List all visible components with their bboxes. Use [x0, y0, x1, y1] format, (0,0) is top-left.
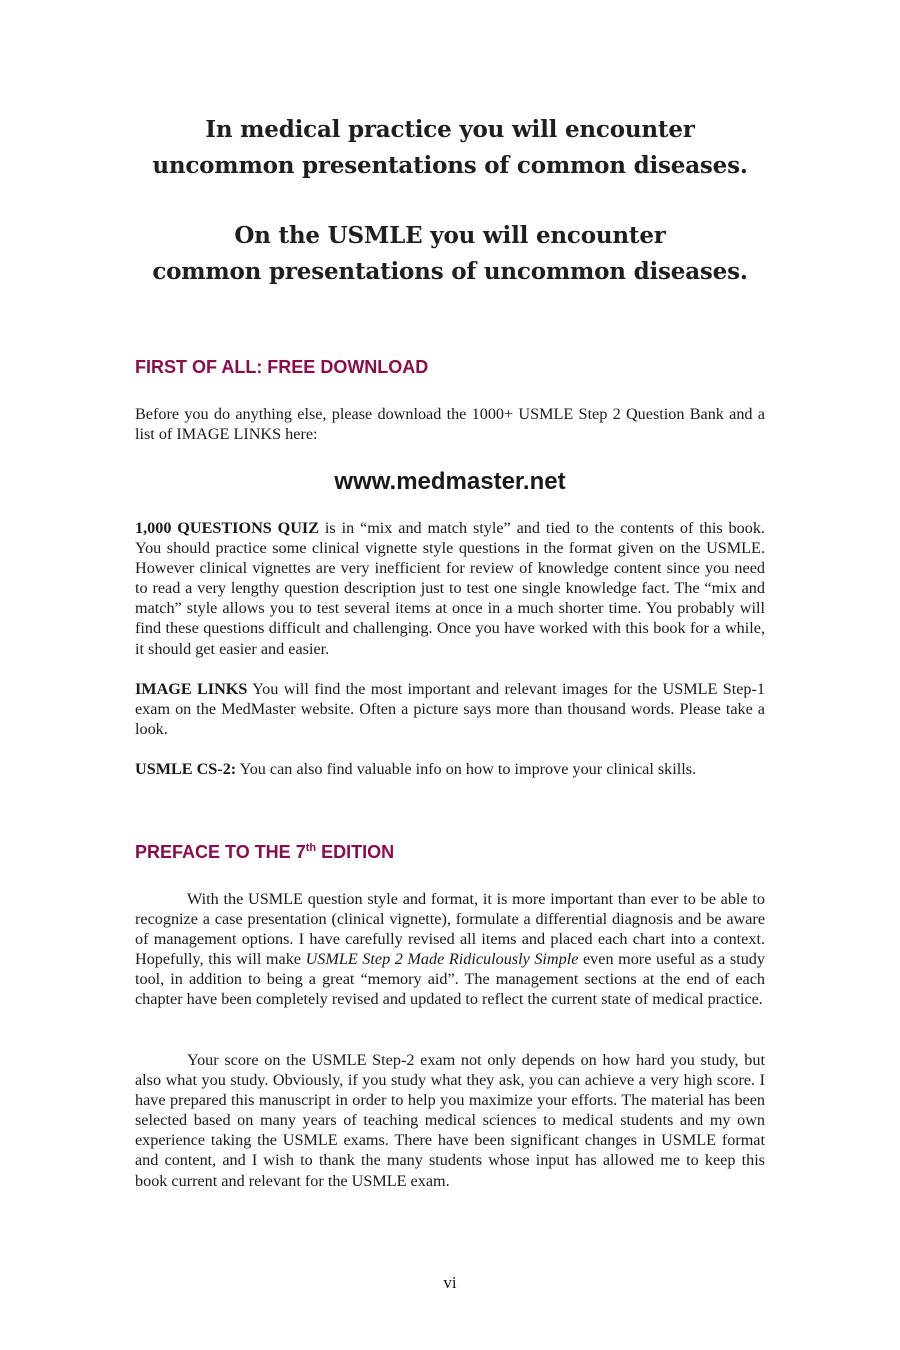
cs2-paragraph — [135, 759, 765, 779]
cs2-text: You can also find valuable info on how to improve your clinical skills. — [236, 760, 697, 778]
image-links-text: You will find the most important and relevant images for the USMLE Step-1 exam on the MedMaster website. Often a picture says more than thousand words. Please take a look. — [135, 680, 765, 739]
image-links-paragraph — [135, 679, 765, 739]
preface-heading-prefix: PREFACE TO THE 7 — [135, 842, 306, 862]
epigraph-line: On the USMLE you will encounter — [234, 222, 666, 249]
cs2-label: USMLE CS-2: — [135, 760, 237, 778]
epigraph-stanza-2 — [0, 218, 900, 290]
preface-paragraph-2: Your score on the USMLE Step-2 exam not only depends on how hard you study, but also what you study. Obviously, if you study what they ask, you can achieve a very high score. I have prepared this manuscript in order to help you maximize your efforts. The material has been selected based on many years of teaching medical sciences to medical students and my own experience taking the USMLE exams. There have been significant changes in USMLE format and content, and I wish to thank the many students whose input has allowed me to keep this book current and relevant for the USMLE exam. — [135, 1051, 765, 1190]
preface-paragraph-1 — [135, 889, 765, 1010]
preface-p1-text-a: With the USMLE question style and format, it is more important than ever to be able to recognize a case presentation (clinical vignette), formulate a differential diagnosis and be aware of management options. I have carefully revised all items and placed each chart into a context. Hopefully, this will make — [135, 890, 765, 969]
preface-heading-suffix: EDITION — [316, 842, 395, 862]
quiz-paragraph — [135, 518, 765, 659]
download-intro-paragraph: Before you do anything else, please download the 1000+ USMLE Step 2 Question Bank and a list of IMAGE LINKS here: — [135, 405, 765, 444]
page-number: vi — [443, 1273, 457, 1292]
book-title: USMLE Step 2 Made Ridiculously Simple — [305, 950, 579, 969]
section-heading-preface — [135, 842, 394, 863]
section-heading-free-download: FIRST OF ALL: FREE DOWNLOAD — [135, 357, 429, 377]
quiz-text: is in “mix and match style” and tied to the contents of this book. You should practice some clinical vignette style questions in the format given on the USMLE. However clinical vignettes are very inefficient for review of knowledge content since you need to read a very lengthy question description just to test one single knowledge fact. The “mix and match” style allows you to test several items at once in a much shorter time. You probably will find these questions difficult and challenging. Once you have worked with this book for a while, it should get easier and easier. — [135, 519, 765, 658]
epigraph-line: uncommon presentations of common diseases. — [152, 152, 748, 179]
epigraph-line: In medical practice you will encounter — [205, 116, 695, 143]
preface-p1-text-b: even more useful as a study tool, in addition to being a great “memory aid”. The management sections at the end of each chapter have been completely revised and updated to reflect the current state of medical practice. — [135, 950, 765, 1009]
preface-heading-sup: th — [305, 842, 317, 854]
medmaster-url-link[interactable]: www.medmaster.net — [334, 468, 566, 495]
epigraph-stanza-1 — [0, 112, 900, 184]
epigraph-line: common presentations of uncommon diseases. — [152, 258, 748, 285]
quiz-label: 1,000 QUESTIONS QUIZ — [135, 519, 320, 537]
image-links-label: IMAGE LINKS — [135, 680, 248, 698]
